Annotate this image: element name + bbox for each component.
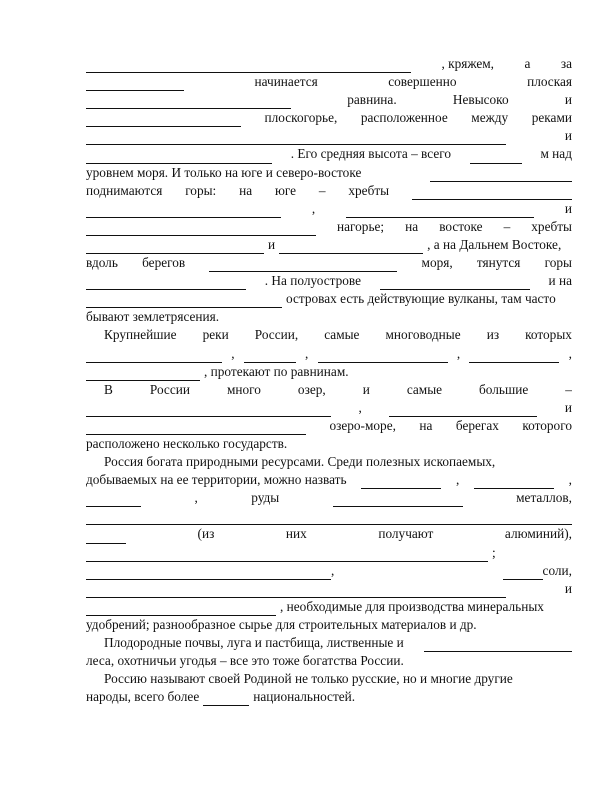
blank[interactable] [346,204,534,218]
blank[interactable] [469,349,559,363]
blank[interactable] [86,566,331,580]
line-1 [86,55,572,73]
blank[interactable] [86,530,126,544]
text: Крупнейшие [104,327,177,343]
line-31 [86,598,572,616]
text: самые [406,381,443,397]
text: нагорье; [337,218,385,234]
text: , [568,472,572,488]
text: , [311,200,316,216]
line-23 [86,453,572,471]
blank[interactable] [412,186,572,200]
text: самые [324,327,360,343]
line-25 [86,489,572,507]
text: соли, [542,562,572,578]
text: которого [522,417,572,433]
text: добываемых на ее территории, можно назвать [86,472,347,488]
blank[interactable] [389,403,537,417]
line-2 [86,73,572,91]
blank[interactable] [86,493,141,507]
text: на [239,182,253,198]
text: многоводные [385,327,461,343]
text: начинается [254,74,318,90]
text: островах есть действующие вулканы, там часто [286,291,556,307]
text: на [405,218,419,234]
blank[interactable] [424,638,572,652]
line-3 [86,91,572,109]
text: расположено несколько государств. [86,435,288,451]
line-11 [86,236,572,254]
line-18 [86,363,572,381]
blank[interactable] [209,258,397,272]
blank[interactable] [86,511,572,525]
blank[interactable] [86,222,316,236]
text: , а на Дальнем Востоке, [427,236,562,252]
text: ; [492,544,496,560]
text: юге [274,182,297,198]
blank[interactable] [86,131,506,145]
line-24 [86,471,572,489]
text: России [149,381,190,397]
text: Плодородные почвы, луга и пастбища, лиственные и [104,635,404,650]
blank[interactable] [279,240,423,254]
text: – [565,381,572,397]
text: моря, [421,255,453,271]
blank[interactable] [86,403,331,417]
line-29 [86,562,572,580]
text: (из [197,526,215,542]
line-4 [86,109,572,127]
blank[interactable] [203,692,249,706]
text: реки [202,327,229,343]
text: России, [254,327,299,343]
text: и [564,92,572,108]
blank[interactable] [86,204,281,218]
line-5 [86,127,572,145]
blank[interactable] [86,59,411,73]
blank[interactable] [86,276,246,290]
text: руды [251,490,280,506]
blank[interactable] [86,584,506,598]
text: из [486,327,500,343]
text: бывают землетрясения. [86,309,220,325]
line-16 [86,326,572,344]
text: и [362,381,370,397]
blank[interactable] [86,602,276,616]
text: – [318,182,326,198]
text: хребты [531,218,572,234]
text: горы: [185,182,217,198]
text: и [564,580,572,596]
text: , кряжем, [441,56,494,71]
text: и [564,128,572,144]
line-6 [86,145,572,163]
text: . На полуострове [264,273,362,289]
blank[interactable] [86,349,222,363]
blank[interactable] [86,150,272,164]
blank[interactable] [86,294,282,308]
blank[interactable] [86,77,184,91]
text: плоскогорье, [264,110,338,126]
text: , [305,345,309,361]
line-34 [86,652,572,670]
text: за [560,56,572,71]
line-22 [86,435,572,453]
text: на [419,417,433,433]
line-20 [86,399,572,417]
line-36 [86,688,572,706]
text: , [358,399,362,415]
text: , [194,490,198,506]
text: поднимаются [86,182,163,198]
text: Россию называют своей Родиной не только русские, но и многие другие [104,671,513,687]
line-12 [86,254,572,272]
text: вдоль [86,255,118,271]
text: , протекают по равнинам. [204,363,349,379]
text: удобрений; разнообразное сырье для строительных материалов и др. [86,616,477,632]
text: уровнем моря. И только на юге и северо-востоке [86,164,362,180]
text: расположенное [360,110,448,126]
text: хребты [348,182,390,198]
text: берегов [142,255,186,271]
blank[interactable] [503,566,543,580]
line-35 [86,670,572,688]
text: совершенно [388,74,457,90]
line-7 [86,164,572,182]
text: плоская [527,74,572,90]
line-13 [86,272,572,290]
blank[interactable] [244,349,296,363]
line-17 [86,345,572,363]
text: равнина. [347,92,397,108]
blank[interactable] [86,548,488,562]
text: озеро-море, [329,417,396,433]
text: м над [540,146,572,162]
text: горы [544,255,572,271]
text: алюминий), [504,526,572,542]
text: , [455,472,460,488]
blank[interactable] [380,276,530,290]
worksheet-text [86,55,572,706]
line-28 [86,544,572,562]
text: и [564,200,572,216]
blank[interactable] [470,150,522,164]
line-14 [86,290,572,308]
text: востоке [439,218,483,234]
text: , [568,345,572,361]
blank[interactable] [361,475,441,489]
text: берегах [455,417,499,433]
blank[interactable] [86,113,241,127]
blank[interactable] [474,475,554,489]
text: реками [531,110,572,126]
text: Россия богата природными ресурсами. Среди полезных ископаемых, [104,454,496,470]
line-21 [86,417,572,435]
text: а [524,56,531,71]
text: и на [548,273,572,289]
text: . Его средняя высота – всего [290,146,451,162]
blank[interactable] [86,240,264,254]
text: них [285,526,307,542]
line-32 [86,616,572,634]
line-9 [86,200,572,218]
blank[interactable] [333,493,463,507]
line-27 [86,525,572,543]
blank[interactable] [318,349,448,363]
text: Невысоко [452,92,509,108]
blank[interactable] [86,95,291,109]
text: металлов, [516,490,572,506]
text: большие [479,381,529,397]
text: тянутся [476,255,521,271]
text: леса, охотничьи угодья – все это тоже богатства России. [86,653,404,669]
line-19 [86,381,572,399]
text: которых [525,327,572,343]
text: национальностей. [253,689,356,705]
text: , необходимые для производства минеральных [280,598,544,614]
text: – [503,218,511,234]
text: получают [378,526,434,542]
text: и [268,236,276,252]
text: В [104,381,113,397]
line-15 [86,308,572,326]
blank[interactable] [86,421,306,435]
line-30 [86,580,572,598]
line-8 [86,182,572,200]
text: и [564,399,572,415]
text: , [456,345,461,361]
blank[interactable] [86,367,200,381]
line-33 [86,634,572,652]
blank[interactable] [430,168,572,182]
text: , [231,345,235,361]
text: народы, всего более [86,689,200,705]
text: , [331,562,335,578]
text: между [471,110,509,126]
text: много [226,381,261,397]
line-10 [86,218,572,236]
text: озер, [297,381,326,397]
line-26 [86,507,572,525]
